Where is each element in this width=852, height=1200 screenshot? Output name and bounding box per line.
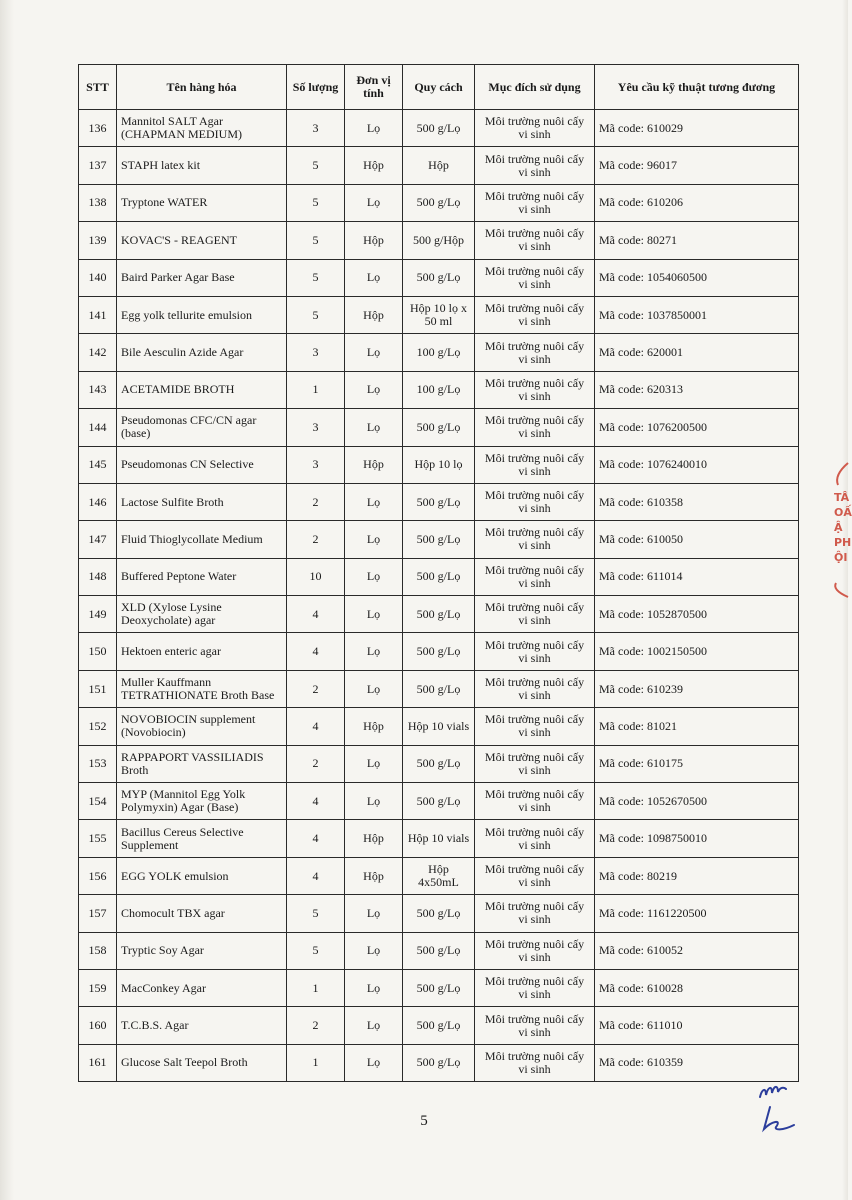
red-stamp-fragment bbox=[828, 455, 852, 605]
cell-name: MacConkey Agar bbox=[117, 969, 287, 1006]
table-row bbox=[79, 409, 799, 446]
table-row bbox=[79, 932, 799, 969]
cell-spec: Hộp 4x50mL bbox=[403, 857, 475, 894]
cell-spec: 500 g/Lọ bbox=[403, 483, 475, 520]
table-row bbox=[79, 222, 799, 259]
cell-spec: Hộp 10 vials bbox=[403, 820, 475, 857]
page-number: 5 bbox=[420, 1113, 428, 1129]
cell-unit: Lọ bbox=[345, 334, 403, 371]
table-row bbox=[79, 708, 799, 745]
table-row bbox=[79, 969, 799, 1006]
cell-quantity: 4 bbox=[287, 820, 345, 857]
table-row bbox=[79, 296, 799, 333]
cell-requirement: Mã code: 610052 bbox=[595, 932, 799, 969]
cell-spec: 500 g/Lọ bbox=[403, 932, 475, 969]
table-row bbox=[79, 895, 799, 932]
cell-name: Mannitol SALT Agar (CHAPMAN MEDIUM) bbox=[117, 110, 287, 147]
cell-spec: 500 g/Lọ bbox=[403, 259, 475, 296]
cell-spec: 500 g/Hộp bbox=[403, 222, 475, 259]
cell-spec: 500 g/Lọ bbox=[403, 1007, 475, 1044]
cell-name: T.C.B.S. Agar bbox=[117, 1007, 287, 1044]
cell-purpose: Môi trường nuôi cấy vi sinh bbox=[475, 521, 595, 558]
cell-stt: 146 bbox=[79, 483, 117, 520]
cell-requirement: Mã code: 1076240010 bbox=[595, 446, 799, 483]
table-row bbox=[79, 483, 799, 520]
table-header bbox=[79, 65, 799, 110]
cell-unit: Lọ bbox=[345, 895, 403, 932]
cell-purpose: Môi trường nuôi cấy vi sinh bbox=[475, 783, 595, 820]
cell-quantity: 4 bbox=[287, 783, 345, 820]
cell-name: MYP (Mannitol Egg Yolk Polymyxin) Agar (Base) bbox=[117, 783, 287, 820]
cell-requirement: Mã code: 611014 bbox=[595, 558, 799, 595]
cell-spec: 500 g/Lọ bbox=[403, 184, 475, 221]
cell-purpose: Môi trường nuôi cấy vi sinh bbox=[475, 895, 595, 932]
cell-stt: 141 bbox=[79, 296, 117, 333]
cell-purpose: Môi trường nuôi cấy vi sinh bbox=[475, 184, 595, 221]
cell-purpose: Môi trường nuôi cấy vi sinh bbox=[475, 670, 595, 707]
cell-purpose: Môi trường nuôi cấy vi sinh bbox=[475, 745, 595, 782]
cell-purpose: Môi trường nuôi cấy vi sinh bbox=[475, 708, 595, 745]
cell-requirement: Mã code: 1052870500 bbox=[595, 596, 799, 633]
cell-unit: Lọ bbox=[345, 483, 403, 520]
cell-requirement: Mã code: 1052670500 bbox=[595, 783, 799, 820]
table-row bbox=[79, 558, 799, 595]
cell-unit: Hộp bbox=[345, 147, 403, 184]
cell-stt: 150 bbox=[79, 633, 117, 670]
cell-requirement: Mã code: 610358 bbox=[595, 483, 799, 520]
cell-purpose: Môi trường nuôi cấy vi sinh bbox=[475, 371, 595, 408]
cell-stt: 140 bbox=[79, 259, 117, 296]
cell-quantity: 4 bbox=[287, 708, 345, 745]
table-row bbox=[79, 521, 799, 558]
table-row bbox=[79, 745, 799, 782]
cell-unit: Lọ bbox=[345, 259, 403, 296]
cell-quantity: 4 bbox=[287, 857, 345, 894]
cell-name: Lactose Sulfite Broth bbox=[117, 483, 287, 520]
cell-name: STAPH latex kit bbox=[117, 147, 287, 184]
cell-name: Chomocult TBX agar bbox=[117, 895, 287, 932]
cell-spec: 100 g/Lọ bbox=[403, 334, 475, 371]
handwritten-initials-icon bbox=[752, 1075, 812, 1135]
cell-spec: 500 g/Lọ bbox=[403, 745, 475, 782]
cell-requirement: Mã code: 1002150500 bbox=[595, 633, 799, 670]
cell-name: KOVAC'S - REAGENT bbox=[117, 222, 287, 259]
cell-stt: 155 bbox=[79, 820, 117, 857]
cell-purpose: Môi trường nuôi cấy vi sinh bbox=[475, 222, 595, 259]
cell-name: Baird Parker Agar Base bbox=[117, 259, 287, 296]
cell-spec: 500 g/Lọ bbox=[403, 633, 475, 670]
cell-stt: 147 bbox=[79, 521, 117, 558]
table-row bbox=[79, 259, 799, 296]
cell-unit: Lọ bbox=[345, 558, 403, 595]
cell-spec: Hộp 10 lọ bbox=[403, 446, 475, 483]
cell-purpose: Môi trường nuôi cấy vi sinh bbox=[475, 1007, 595, 1044]
cell-purpose: Môi trường nuôi cấy vi sinh bbox=[475, 857, 595, 894]
cell-purpose: Môi trường nuôi cấy vi sinh bbox=[475, 558, 595, 595]
cell-spec: 500 g/Lọ bbox=[403, 110, 475, 147]
cell-unit: Lọ bbox=[345, 783, 403, 820]
cell-spec: 500 g/Lọ bbox=[403, 409, 475, 446]
cell-stt: 152 bbox=[79, 708, 117, 745]
goods-table bbox=[78, 64, 799, 1082]
table-row bbox=[79, 334, 799, 371]
cell-requirement: Mã code: 610175 bbox=[595, 745, 799, 782]
cell-spec: 500 g/Lọ bbox=[403, 783, 475, 820]
cell-name: EGG YOLK emulsion bbox=[117, 857, 287, 894]
cell-quantity: 1 bbox=[287, 1044, 345, 1081]
cell-stt: 136 bbox=[79, 110, 117, 147]
cell-purpose: Môi trường nuôi cấy vi sinh bbox=[475, 147, 595, 184]
cell-spec: Hộp 10 lọ x 50 ml bbox=[403, 296, 475, 333]
cell-quantity: 4 bbox=[287, 633, 345, 670]
cell-unit: Lọ bbox=[345, 932, 403, 969]
cell-unit: Lọ bbox=[345, 1044, 403, 1081]
cell-name: Glucose Salt Teepol Broth bbox=[117, 1044, 287, 1081]
cell-requirement: Mã code: 1054060500 bbox=[595, 259, 799, 296]
cell-name: Tryptic Soy Agar bbox=[117, 932, 287, 969]
cell-requirement: Mã code: 611010 bbox=[595, 1007, 799, 1044]
cell-unit: Lọ bbox=[345, 596, 403, 633]
cell-quantity: 1 bbox=[287, 371, 345, 408]
cell-requirement: Mã code: 610206 bbox=[595, 184, 799, 221]
cell-unit: Lọ bbox=[345, 184, 403, 221]
cell-unit: Lọ bbox=[345, 1007, 403, 1044]
cell-spec: Hộp bbox=[403, 147, 475, 184]
table-row bbox=[79, 783, 799, 820]
cell-requirement: Mã code: 80271 bbox=[595, 222, 799, 259]
cell-spec: 100 g/Lọ bbox=[403, 371, 475, 408]
cell-requirement: Mã code: 1161220500 bbox=[595, 895, 799, 932]
cell-spec: 500 g/Lọ bbox=[403, 969, 475, 1006]
table-row bbox=[79, 633, 799, 670]
cell-name: Fluid Thioglycollate Medium bbox=[117, 521, 287, 558]
cell-unit: Hộp bbox=[345, 296, 403, 333]
cell-name: Pseudomonas CN Selective bbox=[117, 446, 287, 483]
cell-unit: Hộp bbox=[345, 857, 403, 894]
cell-quantity: 4 bbox=[287, 596, 345, 633]
cell-quantity: 2 bbox=[287, 745, 345, 782]
stamp-text: TÂ OẤ Ậ PH ỘI bbox=[834, 491, 852, 564]
cell-unit: Hộp bbox=[345, 222, 403, 259]
cell-stt: 137 bbox=[79, 147, 117, 184]
table-row bbox=[79, 371, 799, 408]
cell-quantity: 5 bbox=[287, 895, 345, 932]
cell-stt: 158 bbox=[79, 932, 117, 969]
cell-quantity: 2 bbox=[287, 521, 345, 558]
cell-purpose: Môi trường nuôi cấy vi sinh bbox=[475, 110, 595, 147]
cell-spec: 500 g/Lọ bbox=[403, 596, 475, 633]
cell-requirement: Mã code: 1076200500 bbox=[595, 409, 799, 446]
cell-quantity: 3 bbox=[287, 334, 345, 371]
cell-stt: 151 bbox=[79, 670, 117, 707]
cell-stt: 157 bbox=[79, 895, 117, 932]
header-unit: Đơn vị tính bbox=[345, 65, 403, 110]
cell-requirement: Mã code: 96017 bbox=[595, 147, 799, 184]
cell-requirement: Mã code: 610239 bbox=[595, 670, 799, 707]
cell-name: Muller Kauffmann TETRATHIONATE Broth Base bbox=[117, 670, 287, 707]
cell-unit: Lọ bbox=[345, 110, 403, 147]
cell-quantity: 10 bbox=[287, 558, 345, 595]
cell-quantity: 2 bbox=[287, 670, 345, 707]
header-spec: Quy cách bbox=[403, 65, 475, 110]
cell-quantity: 5 bbox=[287, 184, 345, 221]
cell-unit: Lọ bbox=[345, 745, 403, 782]
cell-purpose: Môi trường nuôi cấy vi sinh bbox=[475, 633, 595, 670]
table-row bbox=[79, 857, 799, 894]
cell-requirement: Mã code: 610029 bbox=[595, 110, 799, 147]
cell-requirement: Mã code: 1098750010 bbox=[595, 820, 799, 857]
cell-stt: 161 bbox=[79, 1044, 117, 1081]
cell-name: RAPPAPORT VASSILIADIS Broth bbox=[117, 745, 287, 782]
cell-purpose: Môi trường nuôi cấy vi sinh bbox=[475, 334, 595, 371]
cell-stt: 149 bbox=[79, 596, 117, 633]
scan-left-edge bbox=[0, 0, 14, 1200]
cell-unit: Lọ bbox=[345, 521, 403, 558]
cell-unit: Lọ bbox=[345, 670, 403, 707]
cell-stt: 153 bbox=[79, 745, 117, 782]
cell-purpose: Môi trường nuôi cấy vi sinh bbox=[475, 596, 595, 633]
cell-quantity: 3 bbox=[287, 409, 345, 446]
cell-quantity: 3 bbox=[287, 446, 345, 483]
cell-quantity: 1 bbox=[287, 969, 345, 1006]
cell-unit: Hộp bbox=[345, 708, 403, 745]
cell-purpose: Môi trường nuôi cấy vi sinh bbox=[475, 820, 595, 857]
cell-name: Egg yolk tellurite emulsion bbox=[117, 296, 287, 333]
cell-stt: 138 bbox=[79, 184, 117, 221]
table-row bbox=[79, 147, 799, 184]
table-row bbox=[79, 820, 799, 857]
table-row bbox=[79, 184, 799, 221]
cell-name: XLD (Xylose Lysine Deoxycholate) agar bbox=[117, 596, 287, 633]
cell-stt: 139 bbox=[79, 222, 117, 259]
cell-unit: Lọ bbox=[345, 409, 403, 446]
cell-purpose: Môi trường nuôi cấy vi sinh bbox=[475, 296, 595, 333]
cell-stt: 148 bbox=[79, 558, 117, 595]
cell-quantity: 5 bbox=[287, 932, 345, 969]
cell-requirement: Mã code: 620313 bbox=[595, 371, 799, 408]
cell-stt: 154 bbox=[79, 783, 117, 820]
cell-spec: 500 g/Lọ bbox=[403, 558, 475, 595]
cell-name: Pseudomonas CFC/CN agar (base) bbox=[117, 409, 287, 446]
cell-name: NOVOBIOCIN supplement (Novobiocin) bbox=[117, 708, 287, 745]
cell-name: Bile Aesculin Azide Agar bbox=[117, 334, 287, 371]
cell-quantity: 2 bbox=[287, 1007, 345, 1044]
cell-quantity: 3 bbox=[287, 110, 345, 147]
cell-unit: Lọ bbox=[345, 969, 403, 1006]
cell-spec: 500 g/Lọ bbox=[403, 895, 475, 932]
cell-quantity: 5 bbox=[287, 259, 345, 296]
header-stt: STT bbox=[79, 65, 117, 110]
cell-stt: 144 bbox=[79, 409, 117, 446]
cell-requirement: Mã code: 610028 bbox=[595, 969, 799, 1006]
cell-stt: 143 bbox=[79, 371, 117, 408]
cell-requirement: Mã code: 610050 bbox=[595, 521, 799, 558]
table-row bbox=[79, 110, 799, 147]
cell-purpose: Môi trường nuôi cấy vi sinh bbox=[475, 483, 595, 520]
cell-requirement: Mã code: 81021 bbox=[595, 708, 799, 745]
cell-quantity: 2 bbox=[287, 483, 345, 520]
cell-requirement: Mã code: 1037850001 bbox=[595, 296, 799, 333]
cell-purpose: Môi trường nuôi cấy vi sinh bbox=[475, 1044, 595, 1081]
cell-name: Tryptone WATER bbox=[117, 184, 287, 221]
table-row bbox=[79, 1044, 799, 1081]
table-row bbox=[79, 446, 799, 483]
table-row bbox=[79, 670, 799, 707]
cell-stt: 145 bbox=[79, 446, 117, 483]
cell-stt: 156 bbox=[79, 857, 117, 894]
cell-name: Buffered Peptone Water bbox=[117, 558, 287, 595]
cell-quantity: 5 bbox=[287, 296, 345, 333]
header-name: Tên hàng hóa bbox=[117, 65, 287, 110]
cell-spec: Hộp 10 vials bbox=[403, 708, 475, 745]
cell-name: Hektoen enteric agar bbox=[117, 633, 287, 670]
cell-purpose: Môi trường nuôi cấy vi sinh bbox=[475, 969, 595, 1006]
cell-purpose: Môi trường nuôi cấy vi sinh bbox=[475, 932, 595, 969]
cell-spec: 500 g/Lọ bbox=[403, 521, 475, 558]
header-quantity: Số lượng bbox=[287, 65, 345, 110]
cell-stt: 160 bbox=[79, 1007, 117, 1044]
cell-purpose: Môi trường nuôi cấy vi sinh bbox=[475, 259, 595, 296]
cell-requirement: Mã code: 80219 bbox=[595, 857, 799, 894]
cell-stt: 159 bbox=[79, 969, 117, 1006]
table-row bbox=[79, 596, 799, 633]
header-requirement: Yêu cầu kỹ thuật tương đương bbox=[595, 65, 799, 110]
cell-purpose: Môi trường nuôi cấy vi sinh bbox=[475, 446, 595, 483]
cell-unit: Lọ bbox=[345, 633, 403, 670]
cell-requirement: Mã code: 610359 bbox=[595, 1044, 799, 1081]
cell-unit: Hộp bbox=[345, 820, 403, 857]
cell-stt: 142 bbox=[79, 334, 117, 371]
table-row bbox=[79, 1007, 799, 1044]
cell-name: ACETAMIDE BROTH bbox=[117, 371, 287, 408]
cell-unit: Lọ bbox=[345, 371, 403, 408]
cell-name: Bacillus Cereus Selective Supplement bbox=[117, 820, 287, 857]
cell-spec: 500 g/Lọ bbox=[403, 1044, 475, 1081]
header-purpose: Mục đích sử dụng bbox=[475, 65, 595, 110]
cell-spec: 500 g/Lọ bbox=[403, 670, 475, 707]
cell-unit: Hộp bbox=[345, 446, 403, 483]
cell-quantity: 5 bbox=[287, 222, 345, 259]
table-body bbox=[79, 110, 799, 1082]
cell-purpose: Môi trường nuôi cấy vi sinh bbox=[475, 409, 595, 446]
cell-quantity: 5 bbox=[287, 147, 345, 184]
cell-requirement: Mã code: 620001 bbox=[595, 334, 799, 371]
